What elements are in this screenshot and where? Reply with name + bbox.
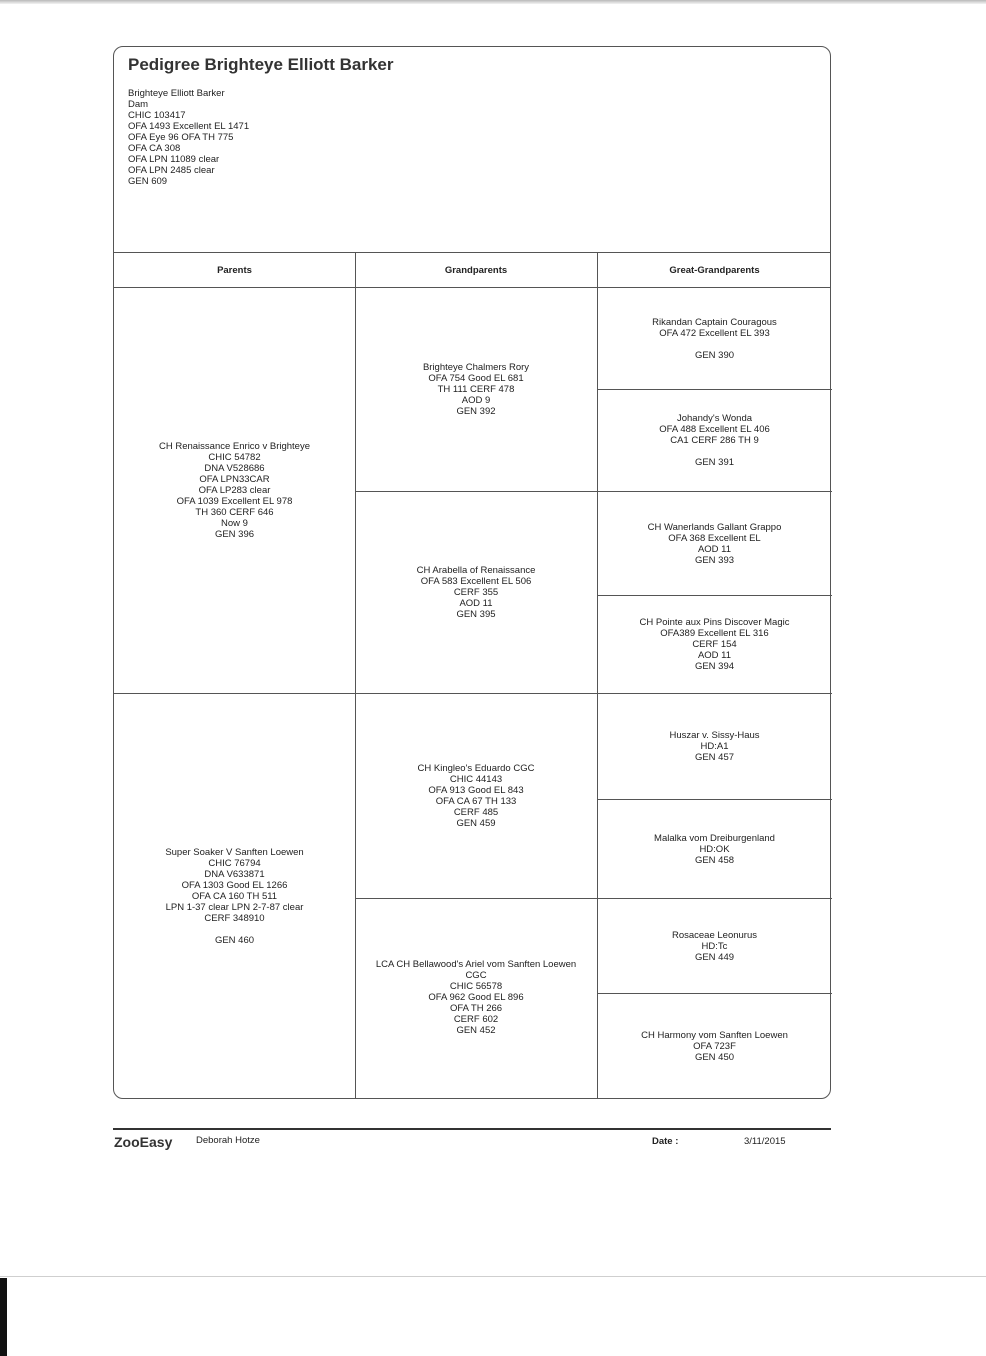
page-title: Pedigree Brighteye Elliott Barker xyxy=(128,55,394,74)
pedigree-frame xyxy=(113,46,831,1099)
grandparent-cell xyxy=(355,492,597,693)
great-grandparent-text: Huszar v. Sissy-Haus HD:A1 GEN 457 xyxy=(669,730,760,763)
great-grandparent-text: CH Harmony vom Sanften Loewen OFA 723F GEN 450 xyxy=(641,1030,788,1063)
great-grandparent-text: CH Wanerlands Gallant Grappo OFA 368 Excellent EL AOD 11 GEN 393 xyxy=(647,521,782,566)
date-value: 3/11/2015 xyxy=(744,1136,786,1147)
great-grandparent-text: Rosaceae Leonurus HD:Tc GEN 449 xyxy=(671,929,758,963)
footer-divider xyxy=(113,1128,831,1130)
great-grandparent-text: Johandy's Wonda OFA 488 Excellent EL 406 CA1 CERF 286 TH 9 GEN 391 xyxy=(659,413,770,468)
author-name: Deborah Hotze xyxy=(196,1135,260,1146)
grandparent-text: CH Kingleo's Eduardo CGC CHIC 44143 OFA 913 Good EL 843 OFA CA 67 TH 133 CERF 485 GEN 459 xyxy=(417,763,535,829)
scan-edge-left-mark xyxy=(0,1278,7,1356)
grandparent-text: Brighteye Chalmers Rory OFA 754 Good EL 681 TH 111 CERF 478 AOD 9 GEN 392 xyxy=(422,362,530,417)
column-header-parents: Parents xyxy=(217,264,252,276)
great-grandparent-cell xyxy=(597,596,832,693)
pedigree-header xyxy=(114,47,830,252)
date-label: Date : xyxy=(652,1136,679,1147)
great-grandparent-cell xyxy=(597,800,832,898)
great-grandparent-cell xyxy=(597,694,832,799)
grandparent-text: CH Arabella of Renaissance OFA 583 Excellent EL 506 CERF 355 AOD 11 GEN 395 xyxy=(416,565,536,620)
grandparent-cell xyxy=(355,899,597,1099)
great-grandparent-cell xyxy=(597,492,832,595)
scan-edge-top xyxy=(0,0,986,4)
parent-cell-sire xyxy=(114,288,355,693)
dog-details: Brighteye Elliott Barker Dam CHIC 103417 OFA 1493 Excellent EL 1471 OFA Eye 96 OFA TH 775 OFA CA 308 OFA LPN 11089 clear OFA LPN 2485 clear GEN 609 xyxy=(128,88,250,187)
grandparent-cell xyxy=(355,288,597,491)
great-grandparent-text: Rikandan Captain Couragous OFA 472 Excellent EL 393 GEN 390 xyxy=(652,316,777,361)
great-grandparent-cell xyxy=(597,994,832,1099)
parent-dam-text: Super Soaker V Sanften Loewen CHIC 76794 DNA V633871 OFA 1303 Good EL 1266 OFA CA 160 TH 511 LPN 1-37 clear LPN 2-7-87 clear CERF 348910 GEN 460 xyxy=(165,847,304,946)
grandparent-text: LCA CH Bellawood's Ariel vom Sanften Loewen CGC CHIC 56578 OFA 962 Good EL 896 OFA TH 266 CERF 602 GEN 452 xyxy=(375,959,577,1036)
column-header-grandparents: Grandparents xyxy=(444,264,508,276)
great-grandparent-cell xyxy=(597,288,832,389)
grandparent-cell xyxy=(355,694,597,898)
great-grandparent-cell xyxy=(597,899,832,993)
brand-logo: ZooEasy xyxy=(114,1134,173,1150)
scan-edge-bottom xyxy=(0,1276,986,1277)
great-grandparent-text: CH Pointe aux Pins Discover Magic OFA389 Excellent EL 316 CERF 154 AOD 11 GEN 394 xyxy=(639,617,790,672)
parent-cell-dam xyxy=(114,694,355,1099)
column-header-great-grandparents: Great-Grandparents xyxy=(669,264,760,276)
great-grandparent-cell xyxy=(597,390,832,491)
parent-sire-text: CH Renaissance Enrico v Brighteye CHIC 54782 DNA V528686 OFA LPN33CAR OFA LP283 clear OFA 1039 Excellent EL 978 TH 360 CERF 646 Now 9 GEN 396 xyxy=(158,441,310,540)
great-grandparent-text: Malalka vom Dreiburgenland HD:OK GEN 458 xyxy=(654,832,775,866)
